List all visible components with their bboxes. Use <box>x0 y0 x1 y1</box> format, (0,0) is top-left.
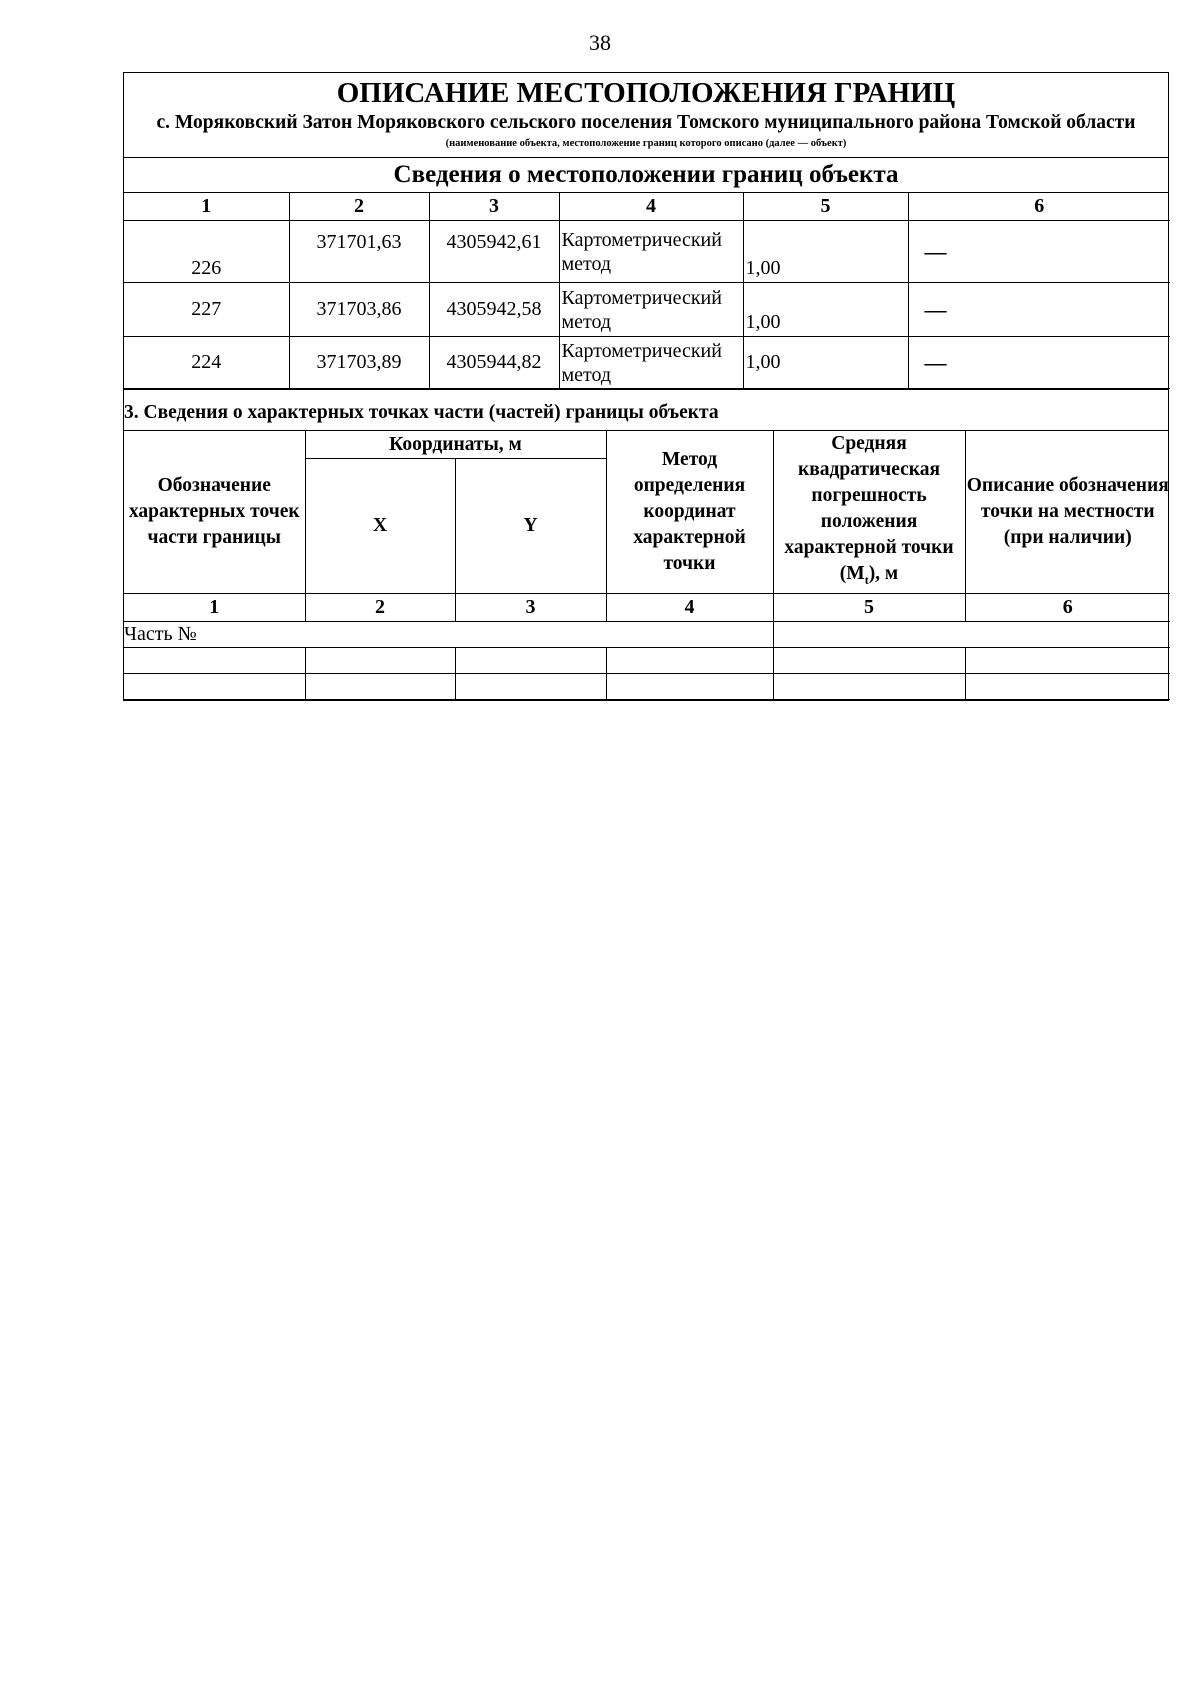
object-name-note: (наименование объекта, местоположение границ которого описано (далее — объект) <box>445 138 847 149</box>
header-mean-error-text: Средняя квадратическая погрешность положения характерной точки (M <box>784 433 954 584</box>
empty-cell <box>305 673 455 699</box>
object-name: с. Моряковский Затон Моряковского сельского поселения Томского муниципального района Томской области <box>156 112 1136 133</box>
coordinate-y: 4305942,61 <box>429 221 559 283</box>
method-cell <box>559 283 743 337</box>
method-text: Картометрический <box>561 286 722 309</box>
column-number: 5 <box>743 193 908 221</box>
header-point-designation: Обозначение характерных точек части границы <box>124 431 305 593</box>
parts-header-row <box>124 431 1170 459</box>
part-label: Часть № <box>124 621 773 647</box>
mean-error: 1,00 <box>743 283 908 337</box>
parts-table <box>124 431 1170 700</box>
method-text: метод <box>561 363 612 386</box>
point-description: — <box>908 221 1170 283</box>
document-title: ОПИСАНИЕ МЕСТОПОЛОЖЕНИЯ ГРАНИЦ <box>336 77 956 109</box>
empty-cell <box>606 673 773 699</box>
section-parts-title: 3. Сведения о характерных точках части (частей) границы объекта <box>124 389 1168 431</box>
section-location-title: Сведения о местоположении границ объекта <box>124 158 1168 193</box>
location-table <box>124 193 1170 389</box>
coordinate-x: 371703,89 <box>289 337 429 389</box>
coordinate-x: 371701,63 <box>289 221 429 283</box>
point-number: 227 <box>124 283 289 337</box>
coordinate-y: 4305942,58 <box>429 283 559 337</box>
header-method: Метод определения координат характерной точки <box>606 431 773 593</box>
header-y: Y <box>455 459 606 594</box>
empty-cell <box>124 673 305 699</box>
method-text: метод <box>561 252 612 275</box>
column-number: 5 <box>773 593 965 621</box>
table-row <box>124 673 1170 699</box>
column-number: 6 <box>908 193 1170 221</box>
column-number: 1 <box>124 593 305 621</box>
point-description: — <box>908 337 1170 389</box>
empty-cell <box>124 647 305 673</box>
point-number: 226 <box>124 221 289 283</box>
empty-cell <box>773 647 965 673</box>
table-row <box>124 283 1170 337</box>
empty-cell <box>773 673 965 699</box>
header-mean-error-subscript: t <box>864 572 869 587</box>
method-text: Картометрический <box>561 228 722 251</box>
empty-cell <box>305 647 455 673</box>
method-text: Картометрический <box>561 339 722 362</box>
column-number-row <box>124 193 1170 221</box>
empty-cell <box>606 647 773 673</box>
coordinate-y: 4305944,82 <box>429 337 559 389</box>
method-cell <box>559 337 743 389</box>
column-number: 3 <box>429 193 559 221</box>
empty-cell <box>455 673 606 699</box>
column-number: 3 <box>455 593 606 621</box>
header-x: X <box>305 459 455 594</box>
header-coordinates: Координаты, м <box>305 431 606 459</box>
table-row <box>124 337 1170 389</box>
column-number: 6 <box>965 593 1170 621</box>
column-number: 4 <box>559 193 743 221</box>
part-empty-cell <box>773 621 1170 647</box>
column-number-row <box>124 593 1170 621</box>
point-number: 224 <box>124 337 289 389</box>
empty-cell <box>965 647 1170 673</box>
title-block <box>124 73 1168 158</box>
coordinate-x: 371703,86 <box>289 283 429 337</box>
table-row <box>124 647 1170 673</box>
header-mean-error-unit: ), м <box>868 563 899 584</box>
column-number: 2 <box>289 193 429 221</box>
point-description: — <box>908 283 1170 337</box>
method-cell <box>559 221 743 283</box>
mean-error: 1,00 <box>743 221 908 283</box>
header-mean-error <box>773 431 965 593</box>
page-number: 38 <box>589 30 611 55</box>
empty-cell <box>965 673 1170 699</box>
column-number: 4 <box>606 593 773 621</box>
table-row <box>124 221 1170 283</box>
mean-error: 1,00 <box>743 337 908 389</box>
empty-cell <box>455 647 606 673</box>
boundary-description-form <box>123 72 1169 701</box>
method-text: метод <box>561 310 612 333</box>
header-point-description: Описание обозначения точки на местности (при наличии) <box>965 431 1170 593</box>
column-number: 2 <box>305 593 455 621</box>
column-number: 1 <box>124 193 289 221</box>
part-row <box>124 621 1170 647</box>
